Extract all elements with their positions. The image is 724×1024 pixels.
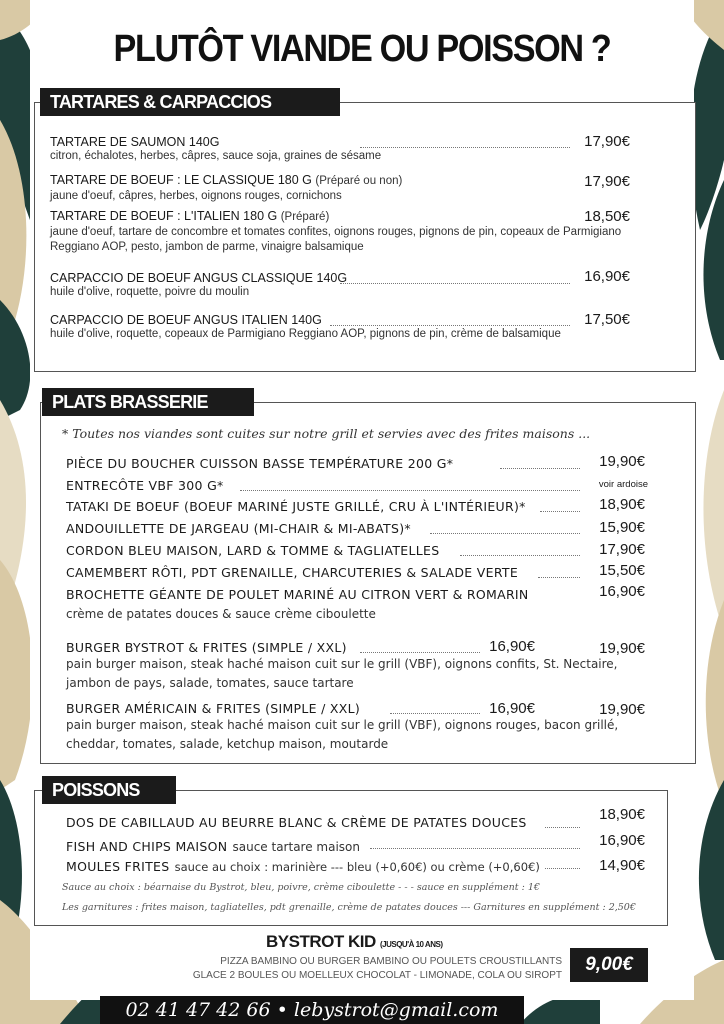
kid-line: PIZZA BAMBINO OU BURGER BAMBINO OU POULETS CROUSTILLANTS [220, 956, 562, 967]
item-price: 15,50€ [599, 562, 645, 579]
burger-price-xxl: 19,90€ [599, 701, 645, 718]
email-address[interactable]: lebystrot@gmail.com [293, 999, 499, 1021]
burger-desc: pain burger maison, steak haché maison cuit sur le grill (VBF), oignons rouges, bacon grillé, cheddar, tomates, salade, ketchup maison, moutarde [66, 718, 619, 751]
brasserie-item-name: ANDOUILLETTE DE JARGEAU (MI-CHAIR & MI-ABATS)* [66, 521, 411, 536]
item-note: (Préparé ou non) [315, 175, 403, 187]
contact-footer [100, 996, 524, 1024]
item-price: 18,90€ [599, 806, 645, 823]
brasserie-item-name: CAMEMBERT RÔTI, PDT GRENAILLE, CHARCUTERIES & SALADE VERTE [66, 565, 519, 580]
dot-leader [330, 325, 570, 326]
separator-dot: • [276, 999, 288, 1021]
dot-leader [390, 713, 480, 714]
item-name [50, 209, 640, 225]
brasserie-note: * Toutes nos viandes sont cuites sur notre grill et servies avec des frites maisons ... [62, 426, 591, 441]
item-desc: citron, échalotes, herbes, câpres, sauce soja, graines de sésame [50, 150, 382, 162]
item-name: CARPACCIO DE BOEUF ANGUS CLASSIQUE 140G [50, 271, 348, 285]
burger-item [66, 701, 646, 754]
burger-price-simple: 16,90€ [489, 638, 535, 655]
item-name: CARPACCIO DE BOEUF ANGUS ITALIEN 140G [50, 313, 322, 327]
burger-price-simple: 16,90€ [489, 700, 535, 717]
item-desc: huile d'olive, roquette, poivre du moulin [50, 286, 250, 298]
dot-leader [545, 827, 580, 828]
burger-name: BURGER AMÉRICAIN & FRITES (SIMPLE / XXL) [66, 701, 361, 716]
item-price: 19,90€ [599, 453, 645, 470]
item-price: 18,50€ [584, 208, 630, 225]
item-price: 14,90€ [599, 857, 645, 874]
item-desc: huile d'olive, roquette, copeaux de Parmigiano Reggiano AOP, pignons de pin, crème de balsamique [50, 328, 561, 340]
item-name: TARTARE DE SAUMON 140G [50, 135, 220, 149]
kid-title-text: BYSTROT KID [266, 932, 376, 951]
burger-name: BURGER BYSTROT & FRITES (SIMPLE / XXL) [66, 640, 347, 655]
dot-leader [370, 848, 580, 849]
item-name-text: TARTARE DE BOEUF : LE CLASSIQUE 180 G [50, 173, 312, 187]
dot-leader [500, 468, 580, 469]
item-price: 18,90€ [599, 496, 645, 513]
menu-item [50, 135, 560, 164]
brasserie-item-name: PIÈCE DU BOUCHER CUISSON BASSE TEMPÉRATURE 200 G* [66, 456, 454, 471]
item-price: 17,50€ [584, 311, 630, 328]
menu-item [50, 313, 610, 342]
dot-leader [360, 652, 480, 653]
fish-item [66, 856, 540, 877]
brasserie-item [66, 587, 529, 624]
item-note: (Préparé) [280, 211, 330, 223]
dot-leader [460, 555, 580, 556]
fish-item-name: DOS DE CABILLAUD AU BEURRE BLANC & CRÈME DE PATATES DOUCES [66, 815, 527, 830]
dot-leader [538, 577, 580, 578]
brasserie-item-name: CORDON BLEU MAISON, LARD & TOMME & TAGLIATELLES [66, 543, 440, 558]
page-title: PLUTÔT VIANDE OU POISSON ? [113, 28, 611, 70]
item-price: 15,90€ [599, 519, 645, 536]
brasserie-item-name: BROCHETTE GÉANTE DE POULET MARINÉ AU CITRON VERT & ROMARIN [66, 587, 529, 602]
brasserie-title: PLATS BRASSERIE [42, 388, 254, 416]
burger-desc: pain burger maison, steak haché maison cuit sur le grill (VBF), oignons confits, St. Nectaire, jambon de pays, salade, tomates, sauce tartare [66, 657, 618, 690]
dot-leader [430, 533, 580, 534]
item-price: 17,90€ [584, 133, 630, 150]
item-desc: crème de patates douces & sauce crème ciboulette [66, 607, 376, 621]
kid-line: GLACE 2 BOULES OU MOELLEUX CHOCOLAT - LIMONADE, COLA OU SIROPT [192, 970, 562, 981]
tartares-title: TARTARES & CARPACCIOS [40, 88, 340, 116]
phone-number[interactable]: 02 41 47 42 66 [125, 999, 271, 1021]
burger-price-xxl: 19,90€ [599, 640, 645, 657]
garniture-note: Les garnitures : frites maison, tagliatelles, pdt grenaille, crème de patates douces --- Garnitures en supplément : 2,50€ [62, 902, 636, 913]
kid-price: 9,00€ [570, 948, 648, 982]
item-price: voir ardoise [598, 479, 648, 490]
menu-item [50, 209, 640, 255]
dot-leader [240, 490, 580, 491]
item-desc: jaune d'oeuf, câpres, herbes, oignons rouges, cornichons [50, 190, 342, 202]
fish-item [66, 836, 360, 857]
burger-item [66, 640, 646, 693]
item-price: 16,90€ [599, 583, 645, 600]
dot-leader [540, 511, 580, 512]
kid-subtitle: (JUSQU'À 10 ANS) [379, 940, 443, 949]
item-price: 16,90€ [584, 268, 630, 285]
item-desc: jaune d'oeuf, tartare de concombre et tomates confites, oignons rouges, pignons de pin, copeaux de Parmigiano Reggiano AOP, pesto, jambon de parme, vinaigre balsamique [50, 226, 622, 253]
sauce-note: Sauce au choix : béarnaise du Bystrot, bleu, poivre, crème ciboulette - - - sauce en supplément : 1€ [62, 882, 540, 893]
dot-leader [360, 147, 570, 148]
menu-item [50, 271, 560, 300]
item-name-text: TARTARE DE BOEUF : L'ITALIEN 180 G [50, 209, 278, 223]
fish-item-name: FISH AND CHIPS MAISON [66, 839, 228, 854]
menu-item [50, 173, 570, 204]
item-name [50, 173, 570, 189]
fish-item-extra: sauce tartare maison [232, 840, 360, 854]
brasserie-item-name: TATAKI DE BOEUF (BOEUF MARINÉ JUSTE GRILLÉ, CRU À L'INTÉRIEUR)* [66, 499, 526, 514]
item-price: 17,90€ [584, 173, 630, 190]
brasserie-item-name: ENTRECÔTE VBF 300 G* [66, 478, 224, 493]
kid-title [266, 932, 442, 952]
fish-item-name: MOULES FRITES [66, 859, 170, 874]
item-price: 16,90€ [599, 832, 645, 849]
poissons-title: POISSONS [42, 776, 176, 804]
dot-leader [340, 283, 570, 284]
fish-item-extra: sauce au choix : marinière --- bleu (+0,60€) ou crème (+0,60€) [174, 860, 540, 874]
item-price: 17,90€ [599, 541, 645, 558]
